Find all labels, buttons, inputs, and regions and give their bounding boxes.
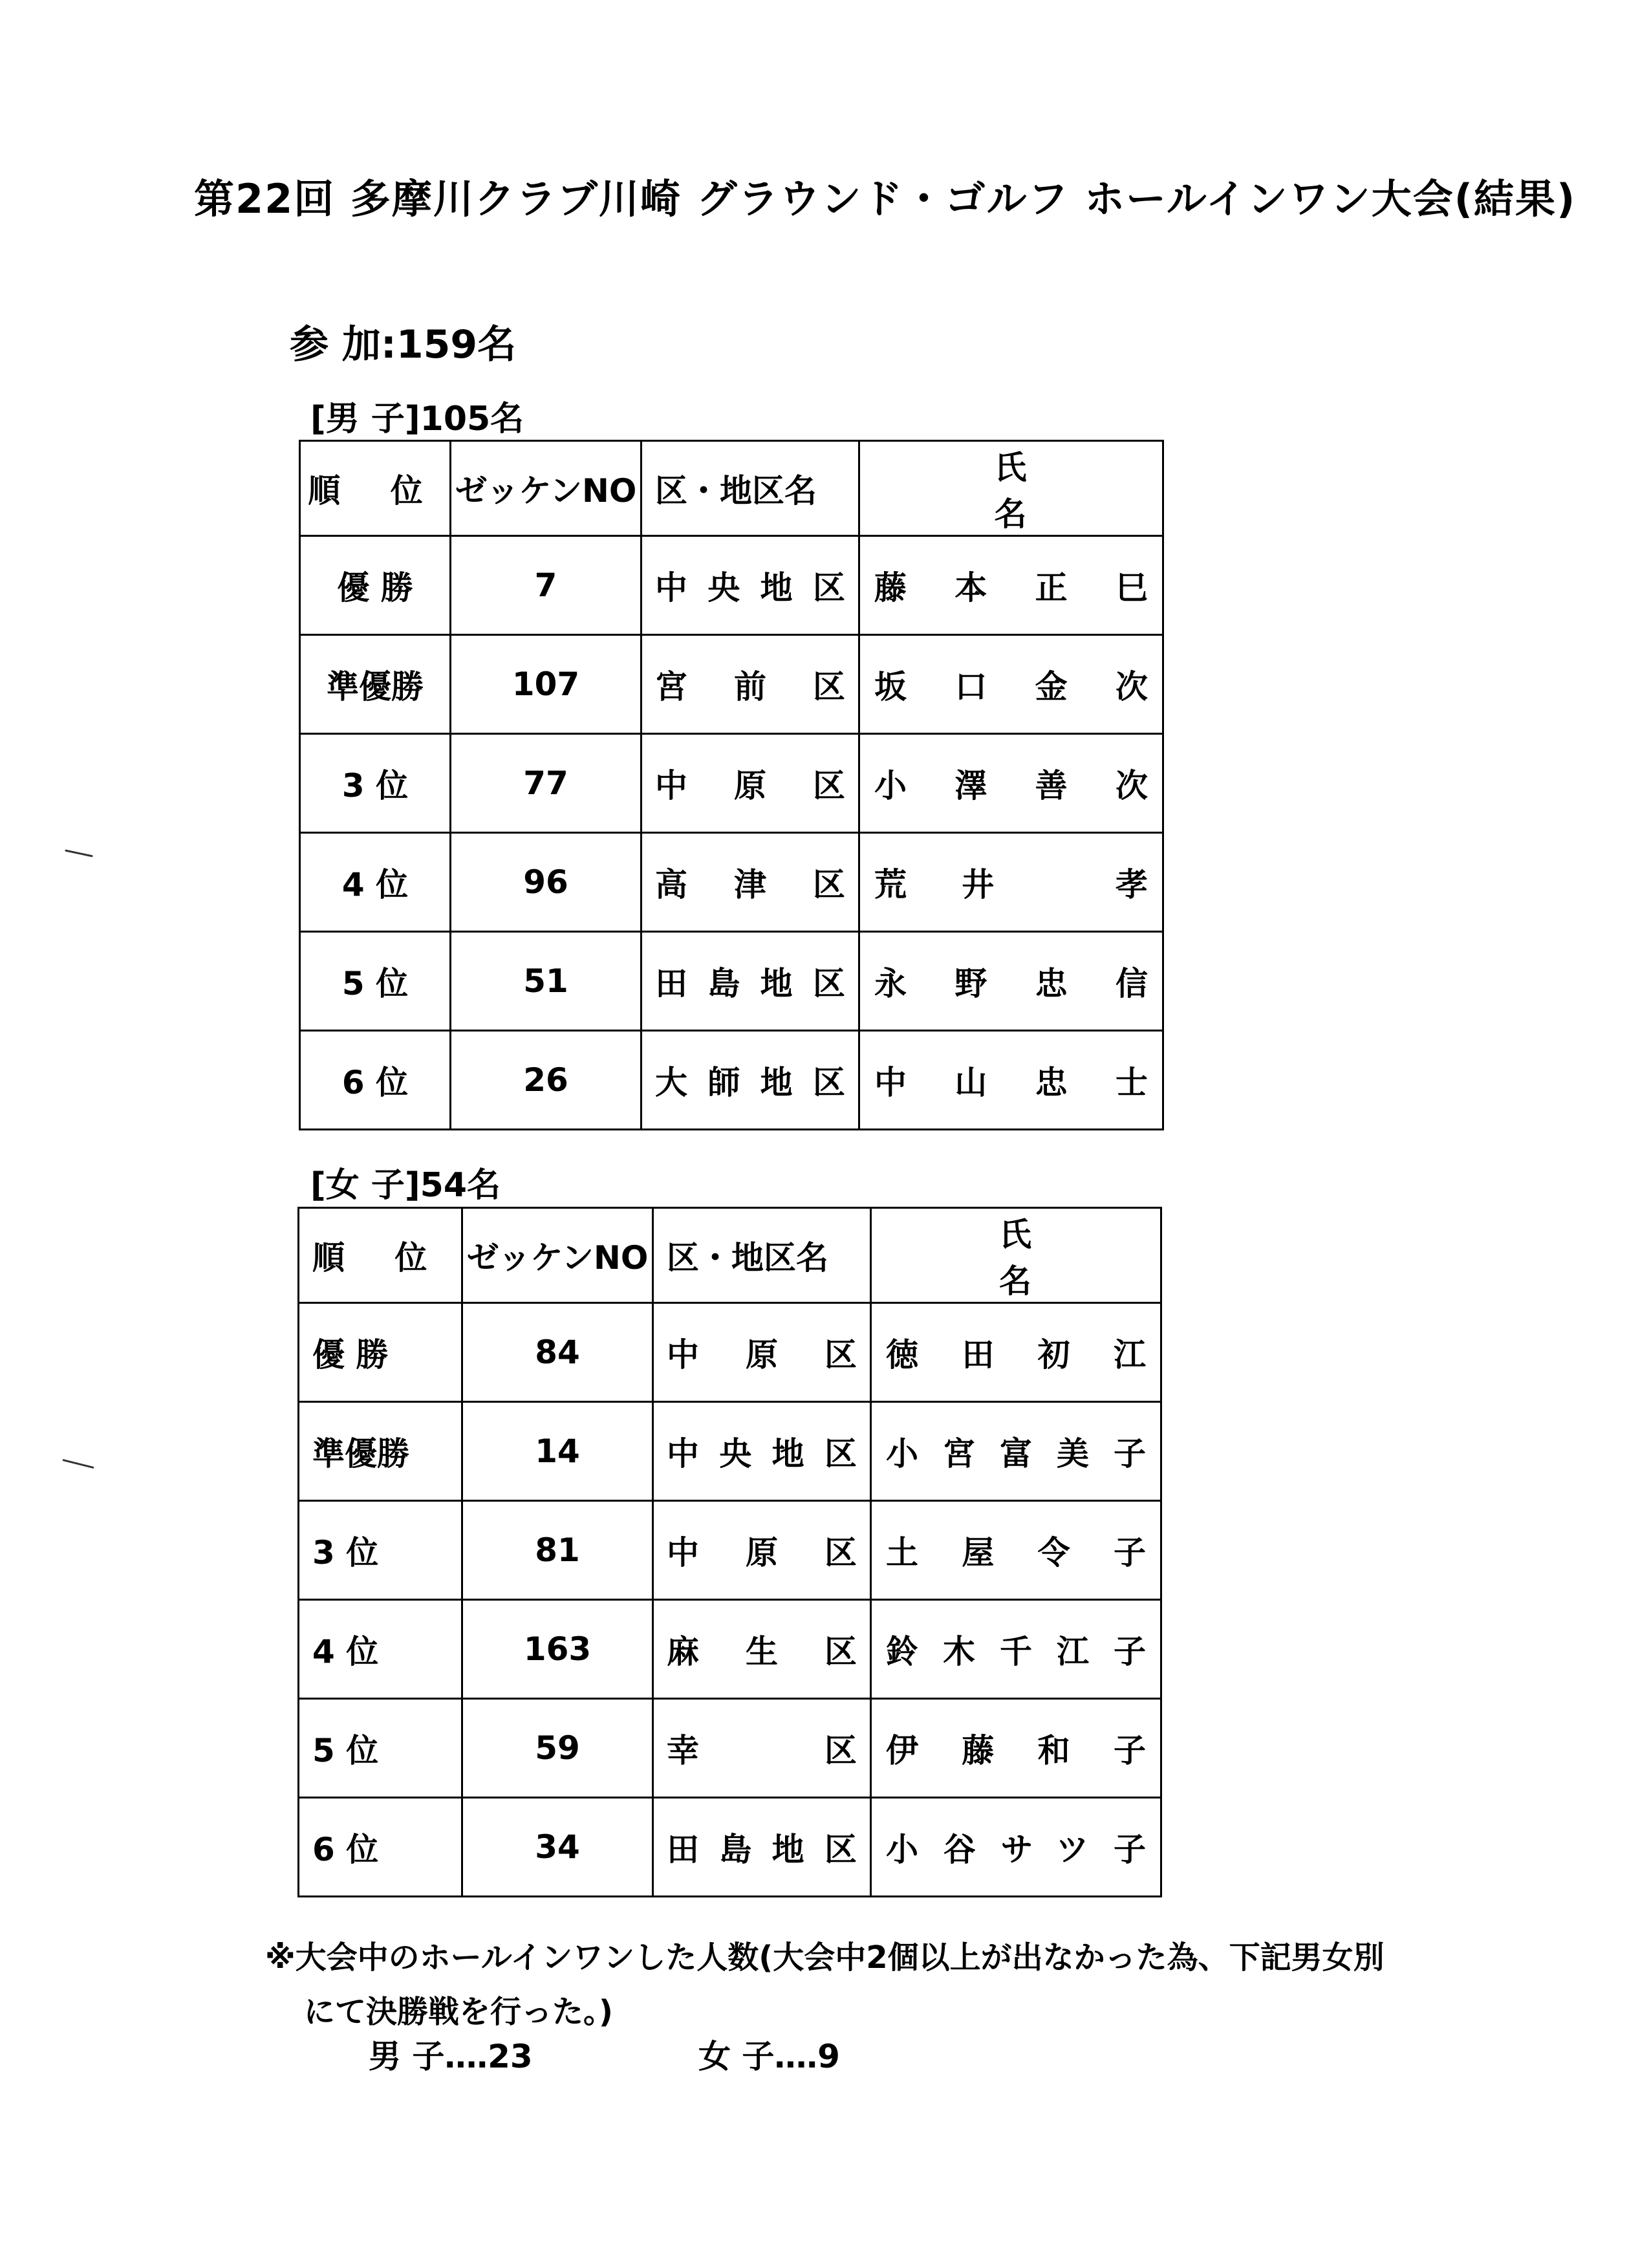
number-cell: 14 [462, 1402, 653, 1501]
table-header-row [299, 1208, 1161, 1303]
rank-cell: 4 位 [300, 833, 451, 932]
number-cell: 7 [451, 536, 641, 635]
area-cell: 中原区 [653, 1303, 871, 1402]
name-cell: 中山忠士 [859, 1031, 1163, 1130]
rank-cell: 6 位 [299, 1798, 462, 1897]
table-row [299, 1501, 1161, 1600]
document-title: 第22回 多摩川クラブ川崎 グラウンド・ゴルフ ホールインワン大会(結果) [194, 175, 1577, 222]
column-header-rank: 順 位 [299, 1208, 462, 1303]
column-header-number: ゼッケンNO [451, 441, 641, 536]
women-results-table [297, 1207, 1162, 1897]
name-cell: 永野忠信 [859, 932, 1163, 1031]
table-row [299, 1699, 1161, 1798]
table-row [299, 1402, 1161, 1501]
rank-cell: 3 位 [300, 734, 451, 833]
column-header-name: 氏 名 [859, 441, 1163, 536]
area-cell: 中原区 [653, 1501, 871, 1600]
name-cell: 小宮富美子 [871, 1402, 1161, 1501]
rank-cell: 5 位 [299, 1699, 462, 1798]
table-row [300, 635, 1163, 734]
number-cell: 107 [451, 635, 641, 734]
name-cell: 小谷サツ子 [871, 1798, 1161, 1897]
men-section-heading: [男 子]105名 [310, 400, 524, 438]
rank-cell: 5 位 [300, 932, 451, 1031]
rank-cell: 6 位 [300, 1031, 451, 1130]
men-hole-in-one-count: 男 子‥‥23 [369, 2038, 533, 2075]
area-cell: 宮前区 [641, 635, 859, 734]
note-line-1: ※大会中のホールインワンした人数(大会中2個以上が出なかった為、下記男女別 [265, 1939, 1385, 1976]
name-cell: 坂口金次 [859, 635, 1163, 734]
table-row [300, 932, 1163, 1031]
area-cell: 田島地区 [653, 1798, 871, 1897]
table-row [300, 536, 1163, 635]
scan-mark [62, 1459, 94, 1469]
name-cell: 藤本正巳 [859, 536, 1163, 635]
hole-in-one-note [265, 1930, 1429, 2039]
area-cell: 中央地区 [653, 1402, 871, 1501]
number-cell: 34 [462, 1798, 653, 1897]
column-header-number: ゼッケンNO [462, 1208, 653, 1303]
number-cell: 84 [462, 1303, 653, 1402]
women-hole-in-one-count: 女 子‥‥9 [698, 2038, 840, 2075]
number-cell: 81 [462, 1501, 653, 1600]
table-row [300, 1031, 1163, 1130]
rank-cell: 優 勝 [299, 1303, 462, 1402]
name-cell: 伊藤和子 [871, 1699, 1161, 1798]
table-header-row [300, 441, 1163, 536]
table-row [300, 833, 1163, 932]
area-cell: 麻生区 [653, 1600, 871, 1699]
area-cell: 中原区 [641, 734, 859, 833]
rank-cell: 準優勝 [300, 635, 451, 734]
number-cell: 26 [451, 1031, 641, 1130]
number-cell: 96 [451, 833, 641, 932]
rank-cell: 4 位 [299, 1600, 462, 1699]
name-cell: 荒井 孝 [859, 833, 1163, 932]
name-cell: 土屋令子 [871, 1501, 1161, 1600]
area-cell: 大師地区 [641, 1031, 859, 1130]
rank-cell: 3 位 [299, 1501, 462, 1600]
table-row [299, 1798, 1161, 1897]
rank-cell: 準優勝 [299, 1402, 462, 1501]
note-line-2: にて決勝戦を行った。) [304, 1994, 613, 2030]
rank-cell: 優 勝 [300, 536, 451, 635]
number-cell: 59 [462, 1699, 653, 1798]
area-cell: 田島地区 [641, 932, 859, 1031]
column-header-name: 氏 名 [871, 1208, 1161, 1303]
table-row [299, 1600, 1161, 1699]
number-cell: 77 [451, 734, 641, 833]
column-header-area: 区・地区名 [641, 441, 859, 536]
women-section-heading: [女 子]54名 [310, 1166, 501, 1205]
scan-mark [65, 849, 93, 857]
table-row [300, 734, 1163, 833]
number-cell: 51 [451, 932, 641, 1031]
number-cell: 163 [462, 1600, 653, 1699]
column-header-rank: 順 位 [300, 441, 451, 536]
name-cell: 鈴木千江子 [871, 1600, 1161, 1699]
area-cell: 幸 区 [653, 1699, 871, 1798]
column-header-area: 区・地区名 [653, 1208, 871, 1303]
participant-count: 参 加:159名 [290, 322, 517, 367]
men-results-table [299, 440, 1164, 1130]
area-cell: 中央地区 [641, 536, 859, 635]
name-cell: 小澤善次 [859, 734, 1163, 833]
table-row [299, 1303, 1161, 1402]
area-cell: 高津区 [641, 833, 859, 932]
name-cell: 徳田初江 [871, 1303, 1161, 1402]
